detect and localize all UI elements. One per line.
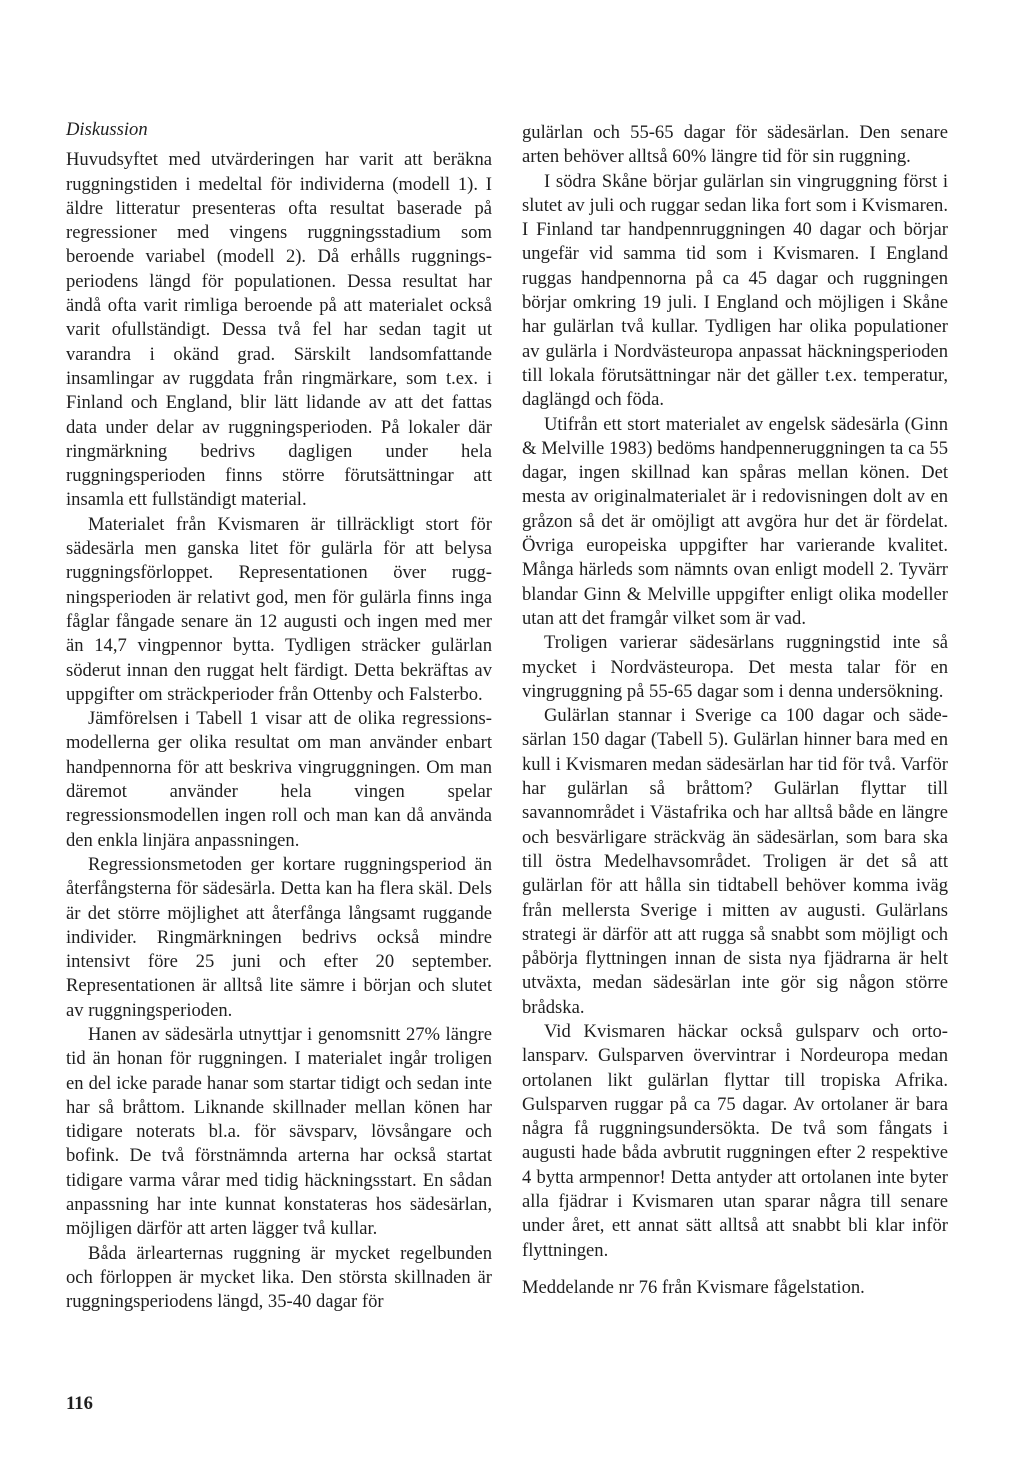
right-column [522, 121, 948, 1300]
paragraph: gulärlan och 55-65 dagar för sädesärlan. Den senare arten behöver alltså 60% längre tid för sin ruggning. [522, 122, 948, 168]
paragraph: Vid Kvismaren häckar också gulsparv och ortolansparv. Gulsparven övervintrar i Nordeuropa medan ortolanen likt gulärlan flyttar till tropiska Afrika. Gulsparven ruggar på ca 75 dagar. Av ortolaner är bara några få ruggningsundersökta. De två som fångats i augusti hade båda avbrutit ruggningen efter 2 respektive 4 bytta armpennor! Detta antyder att ortolanen inte byter alla fjädrar i Kvismaren utan sparar några till senare under året, ett annat sätt alltså att snabbt bli klar inför flyttningen. [522, 1020, 948, 1261]
paragraph: Gulärlan stannar i Sverige ca 100 dagar och sädesärlan 150 dagar (Tabell 5). Gulärlan hinner bara med en kull i Kvismaren medan sädesärlan har tid för två. Varför har gulärlan så bråttom? Gulärlan flyttar till savannområdet i Västafrika och har alltså både en längre och besvärligare sträckväg än sädesärlan, som bara ska till östra Medelhavsområdet. Troligen är det så att gulärlan för att hålla sin tidtabell behöver komma iväg från mellersta Sverige i mitten av augusti. Gulärlans strategi är därför att att rugga så snabbt som möjligt och påbörja flyttningen innan de sista nya fjädrarna är helt utväxta, medan sädesärlan inte gör sig någon större brådska. [522, 705, 948, 1018]
paragraph: Troligen varierar sädesärlans ruggningstid inte så mycket i Nordvästeuropa. Det mesta talar för en vingruggning på 55-65 dagar som i denna undersökning. [522, 632, 948, 702]
paragraph: Jämförelsen i Tabell 1 visar att de olika regressionsmodellerna ger olika resultat om man använder enbart handpennorna för att beskriva vingruggningen. Om man däremot använder hela vingen spelar regressionsmodellen ingen roll och man kan då använda den enkla linjära anpassningen. [66, 708, 492, 851]
section-heading: Diskussion [66, 119, 148, 140]
paragraph: Utifrån ett stort materialet av engelsk sädesärla (Ginn & Melville 1983) bedöms handpenneruggningen ta ca 55 dagar, ingen skillnad kan spåras mellan könen. Det mesta av originalmaterialet är i redovisningen dolt av en gråzon så det är omöjligt att avgöra hur det är fördelat. Övriga europeiska uppgifter har varierande kvalitet. Många härleds som nämnts ovan enligt modell 2. Tyvärr blandar Ginn & Melville uppgifter enligt olika modeller utan att det framgår vilket som är vad. [522, 413, 948, 629]
footer-note: Meddelande nr 76 från Kvismare fågelstation. [522, 1276, 865, 1298]
page-number: 116 [66, 1393, 93, 1414]
left-column [66, 118, 492, 1315]
paragraph: Regressionsmetoden ger kortare ruggningsperiod än återfångsterna för sädesärla. Detta kan ha flera skäl. Dels är det större möjlighet att återfånga långsamt ruggande individer. Ringmärkningen bedrivs också mindre intensivt före 25 juni och efter 20 september. Representationen är alltså lite sämre i början och slutet av ruggningsperioden. [66, 853, 492, 1021]
paragraph: Materialet från Kvismaren är tillräckligt stort för sädesärla men ganska litet för gulärla för att belysa ruggningsförloppet. Representationen över ruggningsperioden är relativt god, men för gulärla finns inga fåglar fångade senare än 12 augusti och ingen med mer än 14,7 vingpennor bytta. Tydligen sträcker gulärlan söderut innan den ruggat helt färdigt. Detta bekräftas av uppgifter om sträckperioder från Ottenby och Falsterbo. [66, 513, 492, 705]
paragraph: I södra Skåne börjar gulärlan sin vingruggning först i slutet av juli och ruggar sedan lika fort som i Kvismaren. I Finland tar handpennruggningen 40 dagar och börjar ungefär vid samma tid som i Kvismaren. I England ruggas handpennorna på ca 45 dagar och ruggningen börjar omkring 19 juli. I England och möjligen i Skåne har gulärlan två kullar. Tydligen har olika populationer av gulärla i Nordvästeuropa anpassat häckningsperioden till lokala förutsättningar när det gäller t.ex. temperatur, daglängd och föda. [522, 170, 948, 411]
paragraph: Huvudsyftet med utvärderingen har varit att beräkna ruggningstiden i medeltal för individerna (modell 1). I äldre litteratur presenteras ofta resultat baserade på regressioner med vingens ruggningsstadium som beroende variabel (modell 2). Då erhålls ruggningsperiodens längd för populationen. Dessa resultat har ändå ofta varit rimliga beroende på att materialet också varit ofullständigt. Dessa två fel har sedan tagit ut varandra i okänd grad. Särskilt landsomfattande insamlingar av ruggdata från ringmärkare, som t.ex. i Finland och England, blir lätt lidande av att det fattas data under delar av ruggningsperioden. På lokaler där ringmärkning bedrivs dagligen under hela ruggningsperioden finns större förutsättningar att insamla ett fullständigt material. [66, 149, 492, 511]
paragraph: Båda ärlearternas ruggning är mycket regelbunden och förloppen är mycket lika. Den största skillnaden är ruggningsperiodens längd, 35-40 dagar för [66, 1242, 492, 1313]
paragraph: Hanen av sädesärla utnyttjar i genomsnitt 27% längre tid än honan för ruggningen. I materialet ingår troligen en del icke parade hanar som startar tidigt och sedan inte har så bråttom. Liknande skillnader mellan könen har tidigare noterats bl.a. för sävsparv, lövsångare och bofink. De två förstnämnda arterna har också startat tidigare varma vårar med tidig häckningsstart. En sådan anpassning har inte kunnat konstateras hos sädesärlan, möjligen därför att arten lägger två kullar. [66, 1023, 492, 1240]
